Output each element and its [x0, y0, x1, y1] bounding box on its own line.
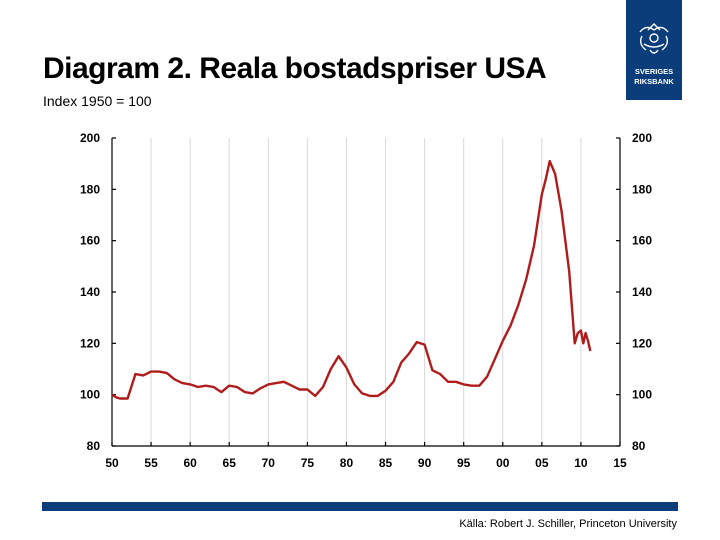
y-tick-label-left: 100 [79, 387, 100, 402]
y-tick-label-right: 140 [632, 285, 653, 299]
x-tick-label: 15 [613, 456, 627, 470]
chart-title: Diagram 2. Reala bostadspriser USA [43, 52, 547, 85]
logo-text-riksbank: RIKSBANK [634, 77, 674, 86]
y-tick-label-left: 120 [79, 336, 100, 351]
y-tick-label-left: 140 [79, 285, 100, 299]
y-tick-label-right: 180 [632, 182, 653, 197]
x-tick-label: 95 [457, 456, 471, 470]
x-tick-label: 60 [183, 456, 197, 470]
x-tick-label: 65 [222, 456, 236, 470]
x-tick-label: 70 [261, 456, 275, 470]
x-tick-label: 00 [496, 456, 510, 470]
chart-subtitle: Index 1950 = 100 [43, 93, 152, 109]
x-tick-label: 85 [378, 456, 393, 470]
series-line-house-prices [112, 161, 590, 398]
y-tick-label-left: 200 [79, 131, 100, 145]
y-tick-label-left: 180 [79, 182, 100, 197]
x-tick-label: 90 [417, 456, 432, 470]
source-note: Källa: Robert J. Schiller, Princeton University [459, 518, 677, 530]
y-tick-label-right: 100 [632, 387, 653, 402]
x-tick-label: 80 [339, 456, 354, 470]
y-tick-label-right: 160 [632, 233, 653, 248]
y-tick-label-left: 160 [79, 233, 100, 248]
footer-bar [42, 502, 678, 511]
y-tick-label-right: 200 [632, 131, 653, 145]
x-tick-label: 55 [144, 456, 158, 470]
x-tick-label: 05 [535, 456, 549, 470]
y-tick-label-left: 80 [86, 439, 100, 453]
x-tick-label: 10 [574, 456, 588, 470]
x-tick-label: 50 [105, 456, 119, 470]
y-tick-label-right: 120 [632, 336, 653, 351]
x-tick-label: 75 [300, 456, 315, 470]
logo-text-sveriges: SVERIGES [634, 67, 674, 76]
y-tick-label-right: 80 [632, 439, 646, 453]
